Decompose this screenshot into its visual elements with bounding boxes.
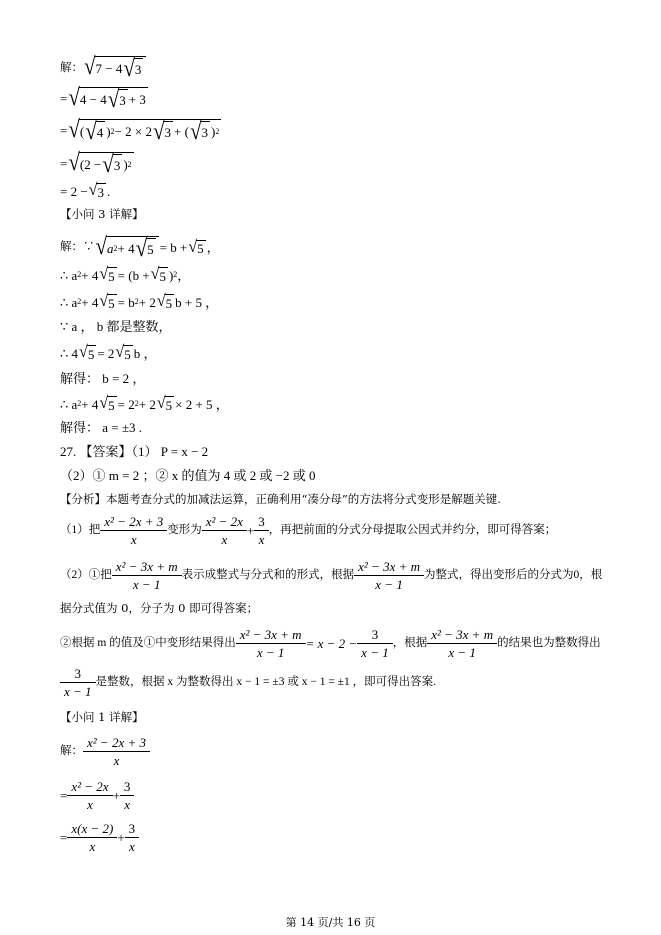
denominator: x xyxy=(67,837,117,853)
expr: b ， xyxy=(133,345,157,361)
radical: √ 3 xyxy=(88,181,104,200)
radical: √ (2 − √ 3 ) 2 xyxy=(68,147,132,178)
expr: b + 5 ， xyxy=(175,294,219,310)
analysis-2-cont: 据分式值为 0，分子为 0 即可得答案； xyxy=(60,601,259,615)
expr: ) xyxy=(211,124,216,139)
denominator: x − 1 xyxy=(60,682,96,698)
expr: = x − 2 − xyxy=(305,636,358,651)
text: 是整数，根据 x 为整数得出 x − 1 = ±3 或 x − 1 = ±1 ，即可得出答案. xyxy=(95,675,436,688)
expr: 7 − 4 xyxy=(95,61,123,76)
text: ，根据 xyxy=(392,636,428,649)
radical: √ 3 xyxy=(189,117,208,145)
fraction xyxy=(359,628,391,659)
radicand: 5 xyxy=(108,268,115,284)
text: ，再把前面的分式分母提取公因式并约分，即可得答案； xyxy=(268,523,557,536)
line-3 xyxy=(60,114,222,145)
radicand: 5 xyxy=(87,346,95,362)
text: 的结果也为整数得出 xyxy=(497,636,601,649)
radical: √ 3 xyxy=(107,85,126,113)
denominator: x − 1 xyxy=(354,575,424,591)
plus: + xyxy=(112,788,120,803)
denominator: x xyxy=(202,530,247,546)
expr: ， xyxy=(206,240,220,255)
q27-answer: 27. 【答案】（1） P = x − 2 xyxy=(60,444,209,459)
expr: ) xyxy=(106,124,111,139)
expr: ∴ a xyxy=(60,294,78,310)
numerator: 3 xyxy=(371,627,379,642)
fraction xyxy=(429,628,495,659)
numerator: 3 xyxy=(123,779,131,794)
radical: √ 5 xyxy=(156,394,173,413)
fraction xyxy=(114,560,180,591)
analysis: 【分析】本题考查分式的加减法运算，正确利用“凑分母”的方法将分式变形是解题关键. xyxy=(60,492,501,506)
fraction xyxy=(69,780,110,811)
fraction xyxy=(102,515,165,546)
text: ②根据 m 的值及①中变形结果得出 xyxy=(60,636,236,649)
fraction xyxy=(85,736,148,767)
expr: = b xyxy=(117,294,135,310)
radicand: 3 xyxy=(134,58,144,79)
fraction xyxy=(204,515,245,546)
radicand: 5 xyxy=(197,241,204,256)
line-13: ∴ a 2 + 4 √ 5 = 2 2 + 2 √ 5 × 2 + 5 ， xyxy=(60,394,229,413)
radicand: 5 xyxy=(165,295,173,311)
solution-prefix: 解：∵ xyxy=(60,240,95,253)
numerator: x² − 3x + m xyxy=(358,559,420,574)
expr: ∴ a xyxy=(60,396,78,412)
expr: a xyxy=(107,241,114,256)
expr: × 2 + 5 ， xyxy=(175,396,229,412)
radical: √ a 2 + 4 √ 5 xyxy=(96,236,159,259)
numerator: 3 xyxy=(128,821,136,836)
expr: ， xyxy=(177,267,191,283)
fraction xyxy=(69,822,115,853)
text: 为整式，得出变形后的分式为0，根 xyxy=(424,568,603,581)
step-1 xyxy=(60,736,150,767)
analysis-2 xyxy=(60,560,602,591)
analysis-3 xyxy=(60,628,601,659)
line-9: ∴ a 2 + 4 √ 5 = b 2 + 2 √ 5 b + 5 ， xyxy=(60,292,219,311)
line-14: 解得： a = ±3 . xyxy=(60,420,142,435)
plus: + xyxy=(117,830,125,845)
numerator: x² − 2x + 3 xyxy=(87,735,146,750)
equals: = xyxy=(60,156,68,171)
radical: √ 5 xyxy=(115,343,131,362)
expr: = (b + xyxy=(117,267,150,283)
step-3 xyxy=(60,822,139,853)
radical: √ 5 xyxy=(79,343,95,362)
radical: √ 4 xyxy=(85,117,104,145)
radical: √ 3 xyxy=(123,54,142,82)
radical: √ 5 xyxy=(156,292,173,311)
radical: √ 5 xyxy=(99,292,115,311)
denominator: x xyxy=(83,751,150,767)
page-footer: 第 14 页/共 16 页 xyxy=(285,916,376,929)
analysis-1 xyxy=(60,515,556,546)
denominator: x − 1 xyxy=(427,643,497,659)
expr: + ( xyxy=(174,124,189,139)
fraction xyxy=(238,628,304,659)
numerator: x² − 3x + m xyxy=(239,627,302,642)
radical: √ 3 xyxy=(102,150,121,178)
numerator: 3 xyxy=(258,514,265,529)
expr: + 4 xyxy=(81,267,99,283)
fraction xyxy=(256,515,267,546)
radical: √ 3 xyxy=(153,117,172,145)
expr: ∴ a xyxy=(60,267,78,283)
radicand: 3 xyxy=(113,154,123,175)
equals: = xyxy=(60,830,68,845)
line-12: 解得： b = 2 ， xyxy=(60,371,146,386)
expr: (2 − xyxy=(79,157,102,172)
expr: + 4 xyxy=(81,396,99,412)
numerator: x(x − 2) xyxy=(71,821,114,836)
line-1 xyxy=(60,51,147,82)
line-5 xyxy=(60,183,110,199)
radicand: 5 xyxy=(124,346,131,362)
radicand: 3 xyxy=(118,89,128,110)
expr: + 2 xyxy=(138,396,156,412)
denominator: x xyxy=(254,530,269,546)
fraction xyxy=(62,667,94,698)
radicand: 5 xyxy=(108,295,115,311)
denominator: x xyxy=(120,795,135,811)
line-10: ∵ a ， b 都是整数， xyxy=(60,319,172,334)
section-header-1: 【小问 1 详解】 xyxy=(60,710,144,724)
denominator: x − 1 xyxy=(357,643,393,659)
fraction xyxy=(122,780,133,811)
section-header-3: 【小问 3 详解】 xyxy=(60,207,144,221)
radicand: 5 xyxy=(108,397,115,413)
line-8: ∴ a 2 + 4 √ 5 = (b + √ 5 ) 2 ， xyxy=(60,265,191,284)
numerator: x² − 2x + 3 xyxy=(104,514,164,529)
radical: √ 5 xyxy=(99,394,115,413)
expr: = b + xyxy=(159,240,188,255)
denominator: x − 1 xyxy=(112,575,182,591)
radical: √ 5 xyxy=(135,234,154,262)
numerator: x² − 2x xyxy=(71,779,109,794)
radicand: 5 xyxy=(146,238,156,259)
line-2 xyxy=(60,82,149,113)
q27-answer-2: （2）① m = 2 ；② x 的值为 4 或 2 或 −2 或 0 xyxy=(60,468,316,483)
expr: + 4 xyxy=(81,294,99,310)
solution-prefix: 解： xyxy=(60,59,83,74)
radicand: 5 xyxy=(159,268,166,284)
expr: = 2 xyxy=(117,396,135,412)
expr: 4 − 4 xyxy=(79,92,107,107)
expr: + 3 xyxy=(128,92,146,107)
text: （2）①把 xyxy=(60,568,112,581)
denominator: x xyxy=(67,795,112,811)
expr: + 2 xyxy=(138,294,156,310)
radical: √ 5 xyxy=(99,265,115,284)
line-7 xyxy=(60,231,220,262)
expr: = 2 − xyxy=(60,183,88,199)
equals: = xyxy=(60,123,68,138)
plus: + xyxy=(246,523,255,538)
radicand: 5 xyxy=(165,397,173,413)
equals: = xyxy=(60,91,68,106)
line-4 xyxy=(60,147,135,178)
expr: − 2 × 2 xyxy=(114,124,153,139)
text: 表示成整式与分式和的形式，根据 xyxy=(181,568,355,581)
numerator: x² − 3x + m xyxy=(115,559,178,574)
line-11 xyxy=(60,345,156,361)
expr: ) xyxy=(123,157,128,172)
radicand: 3 xyxy=(97,184,104,200)
fraction xyxy=(356,560,422,591)
radical: √ 5 xyxy=(188,238,204,256)
radical: √ 7 − 4 √ 3 xyxy=(84,56,146,79)
expr: ∴ 4 xyxy=(60,345,79,361)
text: 变形为 xyxy=(167,523,202,536)
expr: . xyxy=(106,183,111,199)
expr: = 2 xyxy=(97,345,115,361)
text: （1）把 xyxy=(60,523,101,536)
step-2 xyxy=(60,780,134,811)
denominator: x xyxy=(125,837,140,853)
numerator: x² − 2x xyxy=(205,514,243,529)
denominator: x xyxy=(100,530,167,546)
analysis-4 xyxy=(60,667,436,698)
fraction xyxy=(127,822,138,853)
radical: √ 5 xyxy=(150,265,166,284)
expr: + 4 xyxy=(117,241,135,256)
solution-prefix: 解： xyxy=(60,744,83,757)
radical: √ 4 − 4 √ 3 + 3 xyxy=(68,82,146,113)
equals: = xyxy=(60,788,68,803)
radical: √ ( √ 4 ) 2 − 2 × 2 √ 3 + ( √ 3 ) 2 xyxy=(68,114,220,145)
expr: ) xyxy=(168,267,174,283)
radicand: 3 xyxy=(164,121,174,142)
denominator: x − 1 xyxy=(236,643,306,659)
numerator: 3 xyxy=(74,666,82,681)
radicand: 4 xyxy=(96,121,106,142)
numerator: x² − 3x + m xyxy=(431,627,494,642)
radicand: 3 xyxy=(201,121,211,142)
